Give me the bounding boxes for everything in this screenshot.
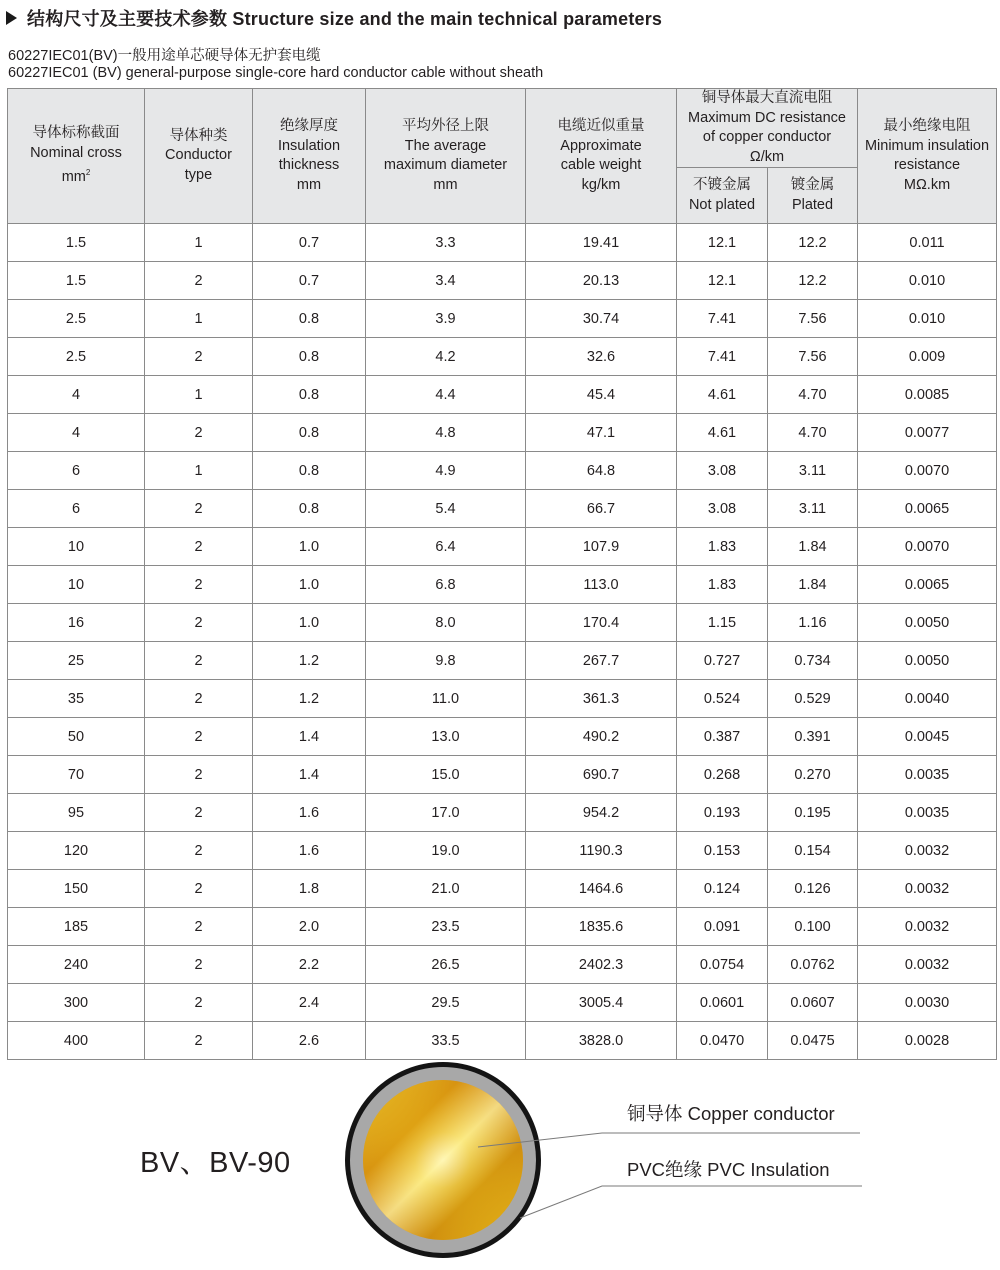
header-text: 最小绝缘电阻	[883, 118, 971, 134]
table-cell: 2	[145, 756, 253, 794]
header-text: Minimum insulation	[864, 137, 990, 154]
table-cell: 2	[145, 832, 253, 870]
table-cell: 0.0762	[768, 946, 858, 984]
header-text: 绝缘厚度	[280, 118, 338, 134]
table-cell: 4.70	[768, 376, 858, 414]
table-row	[8, 528, 997, 566]
table-cell: 47.1	[526, 414, 677, 452]
table-cell: 7.56	[768, 338, 858, 376]
table-cell: 490.2	[526, 718, 677, 756]
table-cell: 150	[8, 870, 145, 908]
table-cell: 1190.3	[526, 832, 677, 870]
table-cell: 7.41	[677, 300, 768, 338]
table-cell: 26.5	[366, 946, 526, 984]
table-cell: 33.5	[366, 1022, 526, 1060]
table-cell: 0.100	[768, 908, 858, 946]
table-cell: 2	[145, 642, 253, 680]
header-text: MΩ.km	[903, 176, 951, 193]
table-row	[8, 338, 997, 376]
table-cell: 0.8	[253, 376, 366, 414]
table-cell: 1.6	[253, 832, 366, 870]
table-cell: 23.5	[366, 908, 526, 946]
table-cell: 0.524	[677, 680, 768, 718]
table-cell: 0.268	[677, 756, 768, 794]
table-cell: 21.0	[366, 870, 526, 908]
triangle-bullet-icon	[6, 11, 17, 25]
table-cell: 29.5	[366, 984, 526, 1022]
header-text: maximum diameter	[383, 157, 508, 173]
table-cell: 50	[8, 718, 145, 756]
table-row	[8, 718, 997, 756]
table-cell: 0.0050	[858, 642, 997, 680]
table-cell: 13.0	[366, 718, 526, 756]
table-cell: 0.0032	[858, 946, 997, 984]
table-cell: 0.154	[768, 832, 858, 870]
table-cell: 2	[145, 604, 253, 642]
table-cell: 0.091	[677, 908, 768, 946]
table-cell: 2.0	[253, 908, 366, 946]
table-cell: 2	[145, 338, 253, 376]
table-cell: 2	[145, 718, 253, 756]
table-cell: 30.74	[526, 300, 677, 338]
header-text: 平均外径上限	[402, 118, 489, 134]
table-cell: 0.0470	[677, 1022, 768, 1060]
table-cell: 10	[8, 528, 145, 566]
table-cell: 361.3	[526, 680, 677, 718]
table-cell: 3005.4	[526, 984, 677, 1022]
table-row	[8, 300, 997, 338]
table-row	[8, 604, 997, 642]
table-cell: 0.0754	[677, 946, 768, 984]
table-row	[8, 908, 997, 946]
table-cell: 690.7	[526, 756, 677, 794]
table-cell: 0.529	[768, 680, 858, 718]
table-row	[8, 794, 997, 832]
cable-model-label: BV、BV-90	[140, 1147, 291, 1179]
table-row	[8, 262, 997, 300]
header-not-plated	[677, 168, 768, 224]
table-cell: 0.0030	[858, 984, 997, 1022]
header-plated	[768, 168, 858, 224]
table-cell: 7.41	[677, 338, 768, 376]
header-text: Not plated	[688, 196, 756, 213]
table-cell: 1835.6	[526, 908, 677, 946]
table-cell: 1.8	[253, 870, 366, 908]
table-cell: 7.56	[768, 300, 858, 338]
header-text: kg/km	[581, 176, 621, 193]
table-cell: 0.8	[253, 338, 366, 376]
table-cell: 1.0	[253, 528, 366, 566]
table-cell: 0.391	[768, 718, 858, 756]
table-cell: 0.124	[677, 870, 768, 908]
table-cell: 35	[8, 680, 145, 718]
table-cell: 2	[145, 908, 253, 946]
table-cell: 0.0607	[768, 984, 858, 1022]
table-cell: 0.010	[858, 262, 997, 300]
table-cell: 2	[145, 566, 253, 604]
table-cell: 12.2	[768, 262, 858, 300]
table-cell: 400	[8, 1022, 145, 1060]
table-cell: 11.0	[366, 680, 526, 718]
table-cell: 1	[145, 376, 253, 414]
table-cell: 954.2	[526, 794, 677, 832]
table-cell: 2	[145, 984, 253, 1022]
table-cell: 4	[8, 376, 145, 414]
header-text: resistance	[893, 157, 961, 173]
table-cell: 15.0	[366, 756, 526, 794]
table-cell: 3.11	[768, 452, 858, 490]
table-cell: 0.270	[768, 756, 858, 794]
table-cell: 3828.0	[526, 1022, 677, 1060]
table-cell: 3.11	[768, 490, 858, 528]
table-cell: 1	[145, 300, 253, 338]
table-row	[8, 566, 997, 604]
heading-text: 结构尺寸及主要技术参数 Structure size and the main technical parameters	[27, 9, 663, 29]
table-row	[8, 984, 997, 1022]
header-text: of copper conductor	[702, 129, 832, 145]
table-cell: 0.0032	[858, 908, 997, 946]
table-cell: 0.0065	[858, 566, 997, 604]
header-text: mm	[296, 176, 322, 193]
header-text: type	[184, 166, 213, 183]
table-cell: 4.4	[366, 376, 526, 414]
header-cable-weight	[526, 89, 677, 224]
table-cell: 9.8	[366, 642, 526, 680]
table-cell: 2.5	[8, 338, 145, 376]
header-text: cable weight	[560, 157, 642, 173]
table-cell: 0.0475	[768, 1022, 858, 1060]
table-cell: 0.0040	[858, 680, 997, 718]
table-cell: 64.8	[526, 452, 677, 490]
table-cell: 16	[8, 604, 145, 642]
table-cell: 0.8	[253, 414, 366, 452]
header-nominal-cross	[8, 89, 145, 224]
header-text: mm	[433, 176, 458, 193]
table-cell: 0.011	[858, 224, 997, 262]
table-cell: 0.0070	[858, 452, 997, 490]
table-cell: 267.7	[526, 642, 677, 680]
table-cell: 4.61	[677, 414, 768, 452]
table-cell: 66.7	[526, 490, 677, 528]
table-cell: 3.9	[366, 300, 526, 338]
table-cell: 2.5	[8, 300, 145, 338]
table-cell: 0.0032	[858, 832, 997, 870]
table-cell: 1.84	[768, 528, 858, 566]
table-cell: 1.2	[253, 680, 366, 718]
table-cell: 2	[145, 1022, 253, 1060]
table-cell: 4.2	[366, 338, 526, 376]
table-cell: 32.6	[526, 338, 677, 376]
table-cell: 0.0085	[858, 376, 997, 414]
table-cell: 45.4	[526, 376, 677, 414]
label-copper-conductor: 铜导体 Copper conductor	[627, 1103, 835, 1124]
table-cell: 12.1	[677, 224, 768, 262]
table-cell: 0.0032	[858, 870, 997, 908]
table-cell: 12.2	[768, 224, 858, 262]
table-cell: 2.2	[253, 946, 366, 984]
table-row	[8, 946, 997, 984]
table-cell: 20.13	[526, 262, 677, 300]
table-cell: 0.7	[253, 224, 366, 262]
table-cell: 0.727	[677, 642, 768, 680]
table-cell: 25	[8, 642, 145, 680]
table-cell: 0.0050	[858, 604, 997, 642]
table-cell: 0.0045	[858, 718, 997, 756]
table-cell: 1.83	[677, 528, 768, 566]
table-cell: 1.15	[677, 604, 768, 642]
table-cell: 0.387	[677, 718, 768, 756]
header-text: 导体标称截面	[32, 125, 120, 142]
table-cell: 0.8	[253, 490, 366, 528]
table-cell: 10	[8, 566, 145, 604]
table-cell: 1464.6	[526, 870, 677, 908]
table-cell: 2.6	[253, 1022, 366, 1060]
table-cell: 0.8	[253, 300, 366, 338]
table-cell: 1.16	[768, 604, 858, 642]
table-cell: 1.4	[253, 756, 366, 794]
table-cell: 6.4	[366, 528, 526, 566]
table-row	[8, 680, 997, 718]
table-row	[8, 832, 997, 870]
table-cell: 1.83	[677, 566, 768, 604]
subtitle-chinese: 60227IEC01(BV)一般用途单芯硬导体无护套电缆	[8, 48, 321, 64]
table-cell: 0.195	[768, 794, 858, 832]
table-cell: 1	[145, 224, 253, 262]
header-text: Approximate	[560, 137, 642, 154]
table-cell: 0.0028	[858, 1022, 997, 1060]
table-row	[8, 1022, 997, 1060]
table-cell: 1.0	[253, 604, 366, 642]
header-text: Plated	[791, 196, 834, 213]
table-cell: 3.4	[366, 262, 526, 300]
table-cell: 95	[8, 794, 145, 832]
table-cell: 0.8	[253, 452, 366, 490]
header-text: Ω/km	[749, 148, 785, 165]
table-cell: 0.0077	[858, 414, 997, 452]
table-cell: 8.0	[366, 604, 526, 642]
table-cell: 0.7	[253, 262, 366, 300]
table-cell: 4.70	[768, 414, 858, 452]
header-text: The average	[404, 137, 487, 154]
table-cell: 2	[145, 794, 253, 832]
table-cell: 0.010	[858, 300, 997, 338]
table-cell: 70	[8, 756, 145, 794]
table-row	[8, 376, 997, 414]
table-cell: 185	[8, 908, 145, 946]
table-cell: 3.08	[677, 490, 768, 528]
table-cell: 4	[8, 414, 145, 452]
table-cell: 3.3	[366, 224, 526, 262]
table-cell: 300	[8, 984, 145, 1022]
table-cell: 0.0065	[858, 490, 997, 528]
table-cell: 1.2	[253, 642, 366, 680]
table-cell: 2	[145, 490, 253, 528]
table-cell: 0.0070	[858, 528, 997, 566]
table-cell: 120	[8, 832, 145, 870]
table-cell: 2	[145, 946, 253, 984]
table-cell: 2	[145, 262, 253, 300]
table-cell: 2.4	[253, 984, 366, 1022]
header-average-diameter	[366, 89, 526, 224]
table-row	[8, 414, 997, 452]
header-insulation-resistance	[858, 89, 997, 224]
subtitle-english: 60227IEC01 (BV) general-purpose single-core hard conductor cable without sheath	[8, 65, 544, 81]
table-row	[8, 756, 997, 794]
table-cell: 1.0	[253, 566, 366, 604]
table-cell: 1.5	[8, 224, 145, 262]
table-cell: 12.1	[677, 262, 768, 300]
header-text: 铜导体最大直流电阻	[701, 90, 833, 106]
table-row	[8, 642, 997, 680]
table-row	[8, 452, 997, 490]
header-text: Maximum DC resistance	[688, 109, 846, 126]
header-text: 镀金属	[790, 177, 835, 193]
table-cell: 3.08	[677, 452, 768, 490]
table-cell: 19.0	[366, 832, 526, 870]
table-cell: 5.4	[366, 490, 526, 528]
cable-cross-section	[343, 1060, 543, 1260]
table-cell: 0.126	[768, 870, 858, 908]
table-cell: 1.5	[8, 262, 145, 300]
table-cell: 0.009	[858, 338, 997, 376]
header-unit: $mm^2$	[61, 168, 91, 186]
table-cell: 2402.3	[526, 946, 677, 984]
table-cell: 0.0035	[858, 794, 997, 832]
label-pvc-insulation: PVC绝缘 PVC Insulation	[627, 1159, 830, 1180]
table-cell: 17.0	[366, 794, 526, 832]
table-cell: 19.41	[526, 224, 677, 262]
table-cell: 4.9	[366, 452, 526, 490]
header-text: 电缆近似重量	[557, 118, 645, 134]
table-cell: 6	[8, 490, 145, 528]
table-row	[8, 490, 997, 528]
parameter-table	[7, 88, 997, 1060]
header-text: Conductor	[165, 147, 232, 164]
table-cell: 2	[145, 870, 253, 908]
table-cell: 1.4	[253, 718, 366, 756]
table-cell: 170.4	[526, 604, 677, 642]
header-text: Nominal cross	[30, 144, 122, 161]
header-insulation-thickness	[253, 89, 366, 224]
header-conductor-type	[145, 89, 253, 224]
table-cell: 6.8	[366, 566, 526, 604]
table-cell: 107.9	[526, 528, 677, 566]
table-cell: 240	[8, 946, 145, 984]
header-text: Insulation	[277, 137, 341, 154]
table-cell: 1	[145, 452, 253, 490]
header-text: thickness	[278, 157, 340, 173]
table-cell: 2	[145, 528, 253, 566]
table-cell: 4.61	[677, 376, 768, 414]
table-cell: 1.84	[768, 566, 858, 604]
leader-line-insulation	[520, 1186, 862, 1218]
section-heading	[6, 6, 662, 30]
table-body	[8, 224, 997, 1060]
header-text: 不镀金属	[693, 177, 751, 193]
table-cell: 1.6	[253, 794, 366, 832]
header-dc-resistance	[677, 89, 858, 168]
table-cell: 2	[145, 680, 253, 718]
table-cell: 4.8	[366, 414, 526, 452]
table-row	[8, 870, 997, 908]
table-cell: 0.193	[677, 794, 768, 832]
table-cell: 0.0601	[677, 984, 768, 1022]
table-cell: 2	[145, 414, 253, 452]
table-cell: 6	[8, 452, 145, 490]
table-cell: 0.153	[677, 832, 768, 870]
table-cell: 113.0	[526, 566, 677, 604]
table-row	[8, 224, 997, 262]
table-cell: 0.0035	[858, 756, 997, 794]
table-cell: 0.734	[768, 642, 858, 680]
conductor-shading	[363, 1080, 523, 1240]
header-text: 导体种类	[169, 127, 228, 144]
